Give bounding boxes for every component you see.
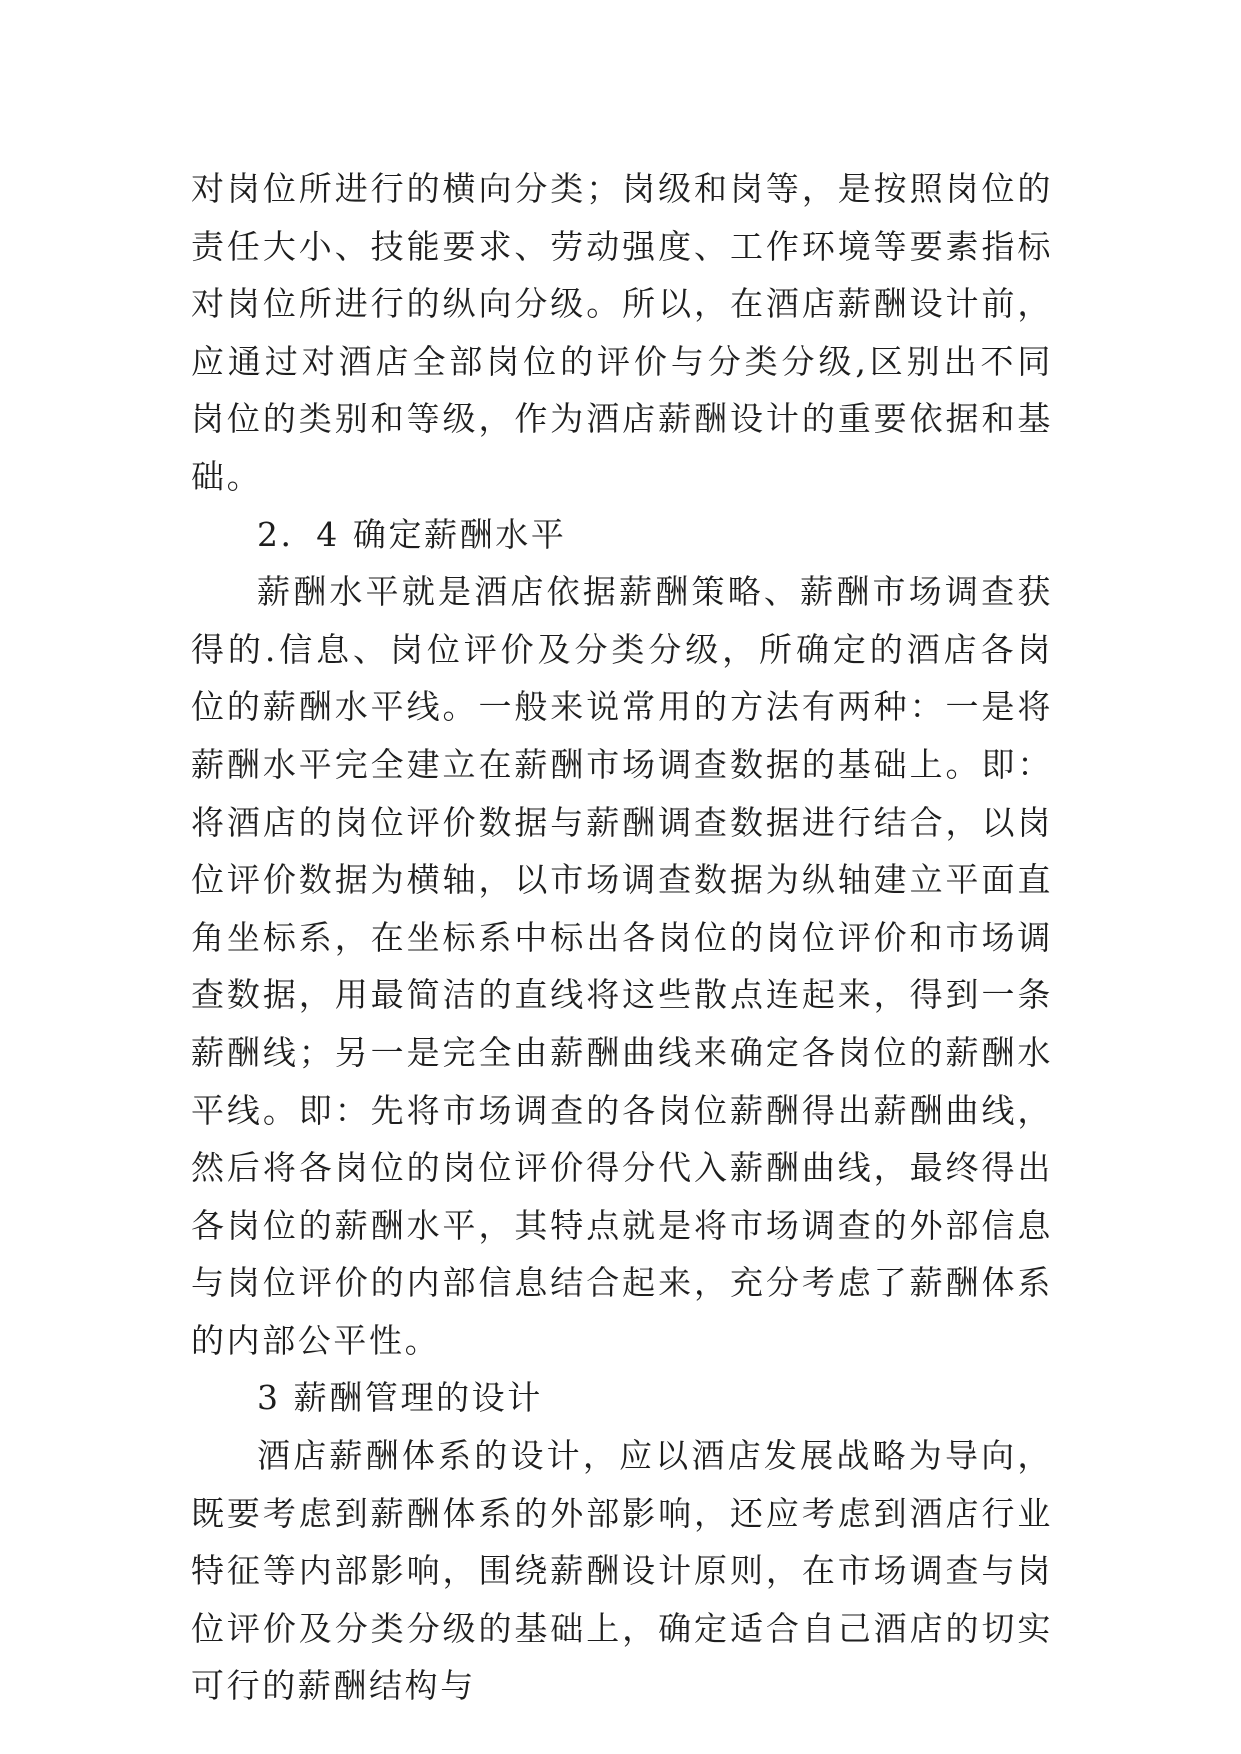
paragraph-continued: 对岗位所进行的横向分类；岗级和岗等，是按照岗位的责任大小、技能要求、劳动强度、工作环境等要素指标对岗位所进行的纵向分级。所以，在酒店薪酬设计前，应通过对酒店全部岗位的评价与分类分级,区别出不同岗位的类别和等级，作为酒店薪酬设计的重要依据和基础。 xyxy=(191,169,1053,496)
section-heading-3: 3 薪酬管理的设计 xyxy=(257,1378,543,1418)
paragraph-salary-design: 酒店薪酬体系的设计，应以酒店发展战略为导向，既要考虑到薪酬体系的外部影响，还应考虑到酒店行业特征等内部影响，围绕薪酬设计原则，在市场调查与岗位评价及分类分级的基础上，确定适合自己酒店的切实可行的薪酬结构与 xyxy=(191,1436,1053,1706)
section-heading-2-4: 2．4 确定薪酬水平 xyxy=(257,514,567,554)
paragraph-salary-level: 薪酬水平就是酒店依据薪酬策略、薪酬市场调查获得的.信息、岗位评价及分类分级，所确定的酒店各岗位的薪酬水平线。一般来说常用的方法有两种：一是将薪酬水平完全建立在薪酬市场调查数据的基础上。即：将酒店的岗位评价数据与薪酬调查数据进行结合，以岗位评价数据为横轴，以市场调查数据为纵轴建立平面直角坐标系，在坐标系中标出各岗位的岗位评价和市场调查数据，用最简洁的直线将这些散点连起来，得到一条薪酬线；另一是完全由薪酬曲线来确定各岗位的薪酬水平线。即：先将市场调查的各岗位薪酬得出薪酬曲线，然后将各岗位的岗位评价得分代入薪酬曲线，最终得出各岗位的薪酬水平，其特点就是将市场调查的外部信息与岗位评价的内部信息结合起来，充分考虑了薪酬体系的内部公平性。 xyxy=(191,572,1053,1360)
text-body xyxy=(191,160,1053,1715)
